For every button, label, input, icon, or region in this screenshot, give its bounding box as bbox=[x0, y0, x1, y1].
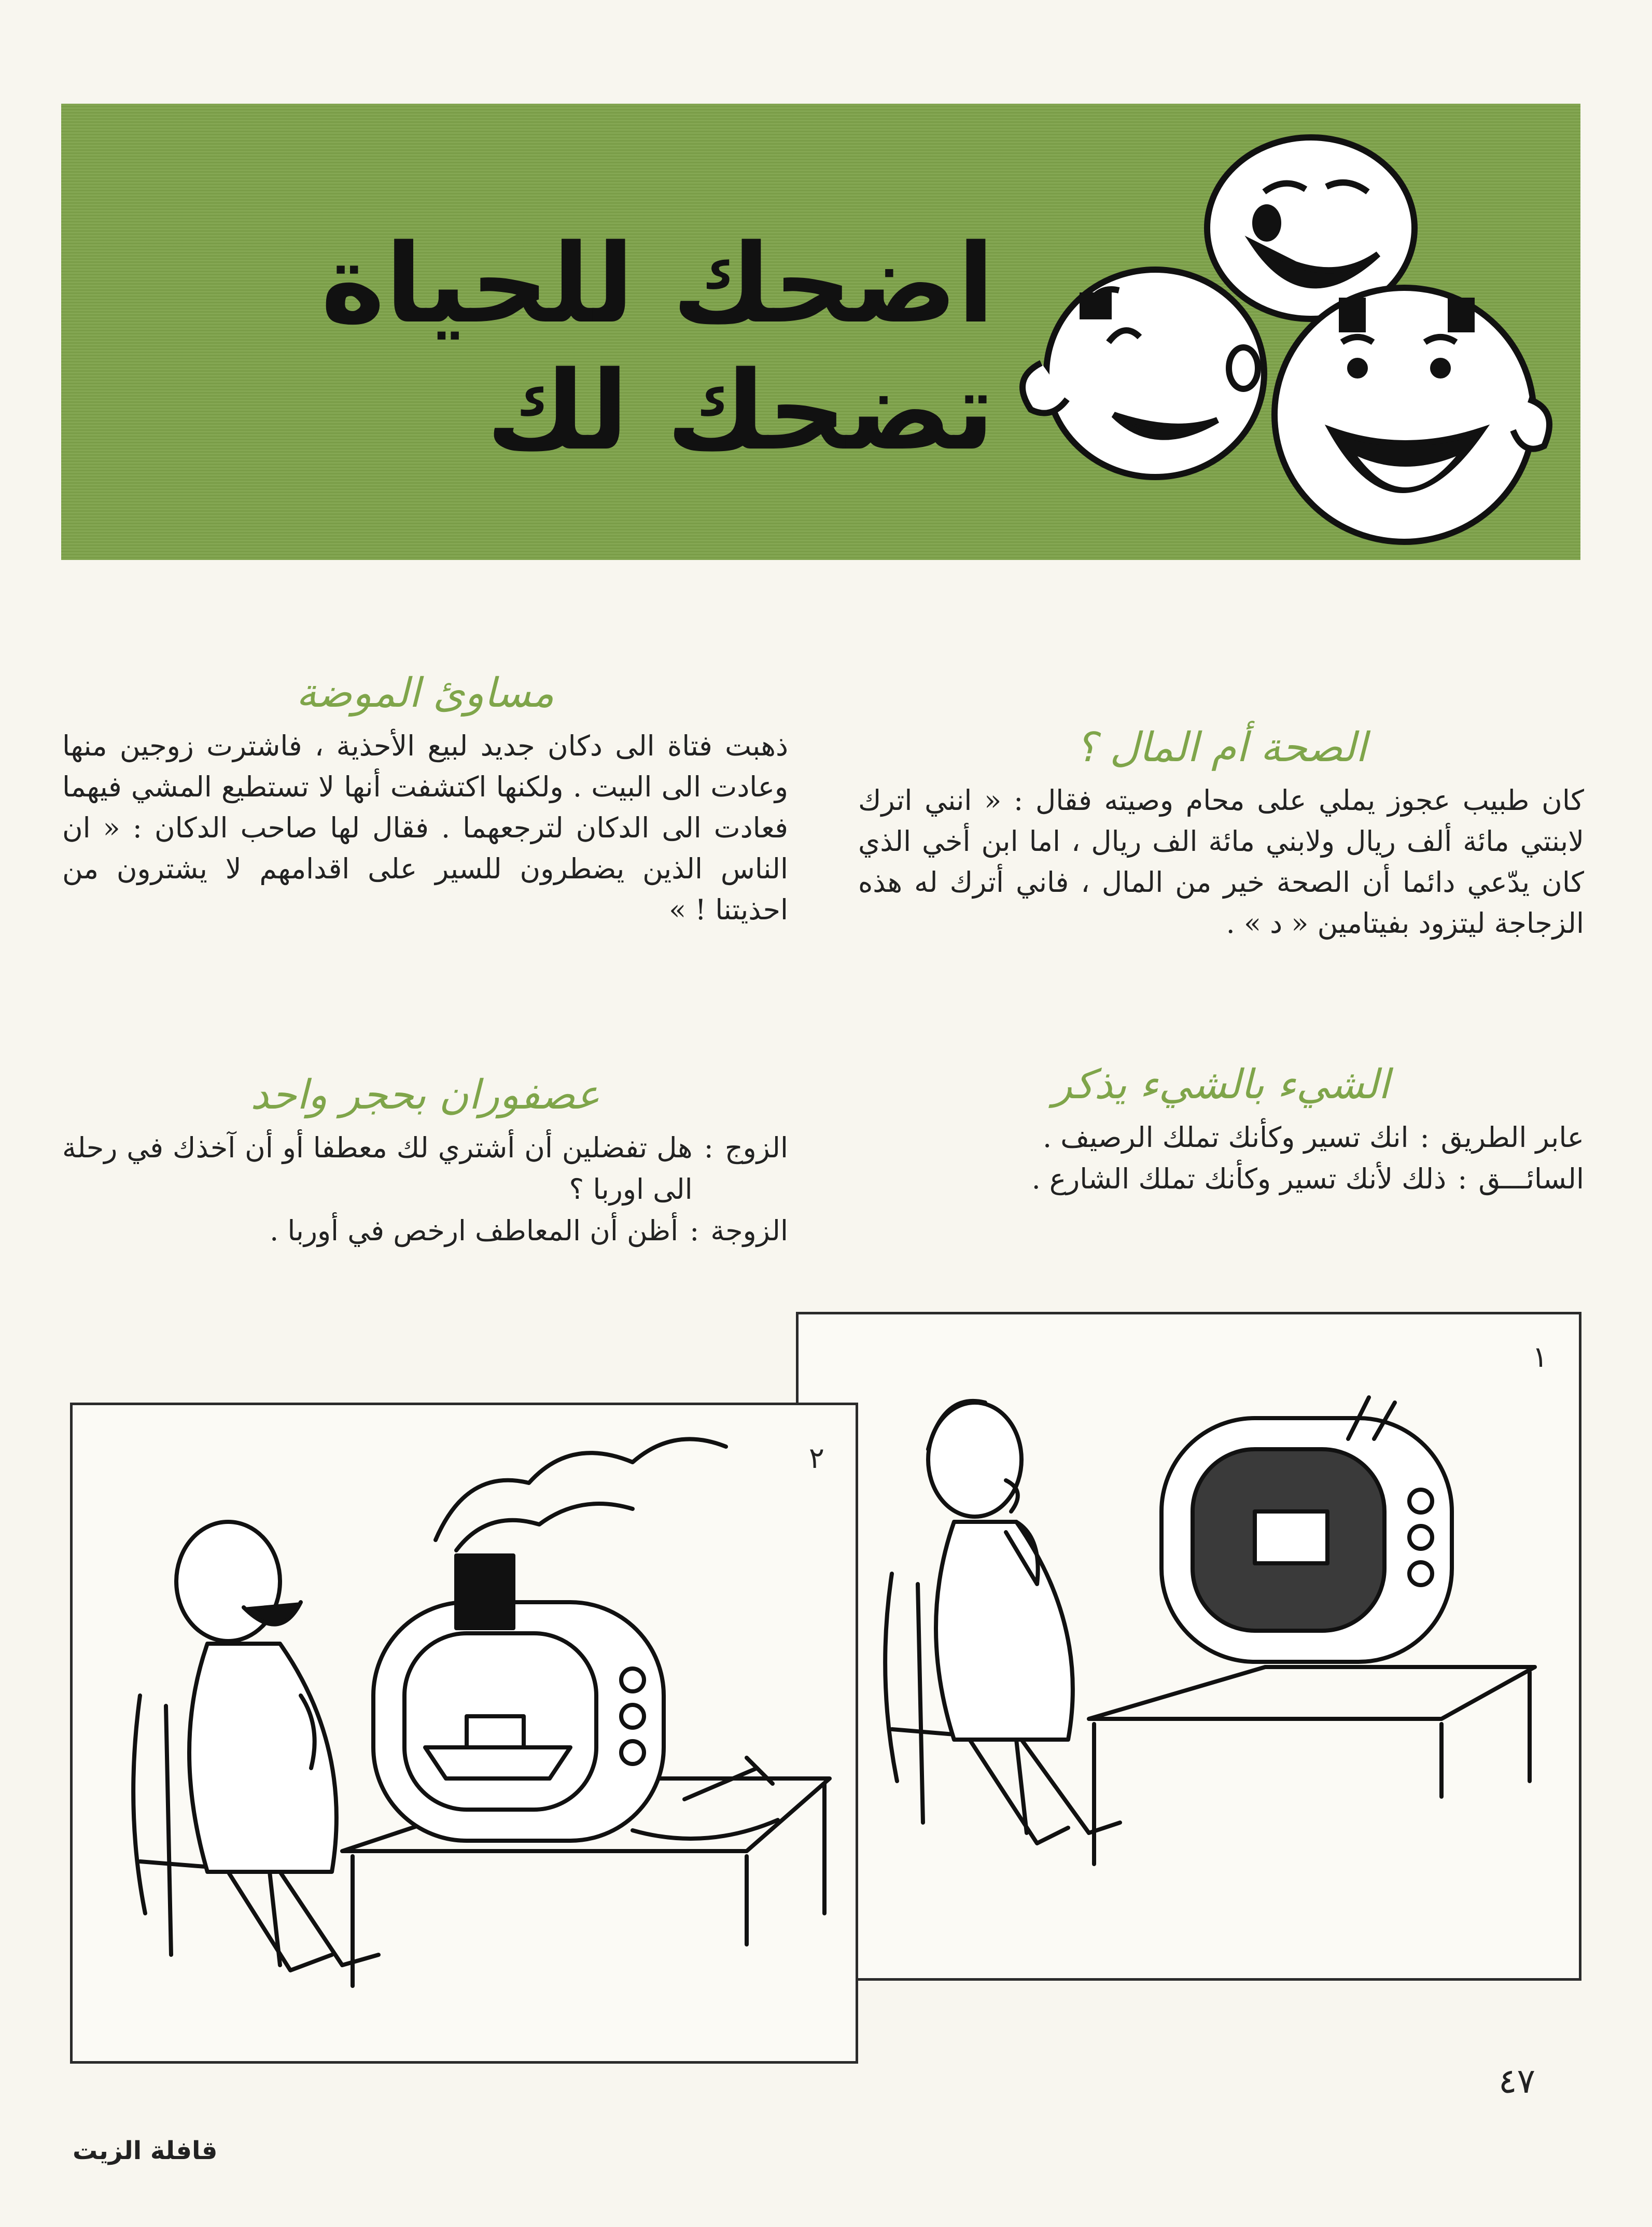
page-number: ٤٧ bbox=[1499, 2061, 1535, 2101]
laughing-faces-illustration bbox=[984, 124, 1555, 550]
dialogue-speaker: الزوج bbox=[724, 1131, 788, 1164]
dialogue-line bbox=[858, 1117, 1584, 1158]
article-title: عصفوران بحجر واحد bbox=[250, 1072, 600, 1118]
article-health-or-wealth bbox=[858, 726, 1584, 944]
article-two-birds-one-stone bbox=[62, 1073, 788, 1252]
dialogue-colon: : bbox=[1458, 1162, 1467, 1195]
panel-number: ٢ bbox=[808, 1441, 824, 1475]
cartoon-man-watching-tv bbox=[799, 1314, 1579, 1978]
comic-panel-1 bbox=[796, 1312, 1581, 1981]
dialogue-line bbox=[858, 1158, 1584, 1200]
article-title: مساوئ الموضة bbox=[296, 670, 554, 717]
dialogue-colon: : bbox=[704, 1131, 713, 1164]
dialogue-speaker: عابر الطريق bbox=[1440, 1120, 1584, 1154]
comic-panel-2 bbox=[70, 1403, 858, 2064]
article-one-thing-reminds bbox=[858, 1063, 1584, 1200]
magazine-name: قافلة الزيت bbox=[73, 2136, 218, 2165]
dialogue-text: أظن أن المعاطف ارخص في أوربا . bbox=[270, 1214, 679, 1247]
dialogue-text: هل تفضلين أن أشتري لك معطفا أو أن آخذك في رحلة الى اوربا ؟ bbox=[62, 1131, 693, 1206]
article-fashion-drawbacks bbox=[62, 671, 788, 930]
header-banner bbox=[61, 104, 1580, 560]
cartoon-man-laughing-at-tv bbox=[73, 1405, 856, 2061]
dialogue-speaker: الزوجة bbox=[710, 1214, 788, 1247]
dialogue-text: انك تسير وكأنك تملك الرصيف . bbox=[1042, 1120, 1409, 1154]
dialogue-speaker: السائـــق bbox=[1478, 1162, 1584, 1195]
article-body: كان طبيب عجوز يملي على محام وصيته فقال : « انني اترك لابنتي مائة ألف ريال ولابني مائة الف ريال ، اما ابن أخي الذي كان يدّعي دائما أن الصحة خير من المال ، فاني أترك له هذه الزجاجة ليتزود بفيتامين « د » . bbox=[858, 783, 1584, 940]
dialogue-colon: : bbox=[690, 1214, 699, 1247]
banner-title: اضحك للحياة تضحك لك bbox=[320, 220, 995, 474]
article-body: ذهبت فتاة الى دكان جديد لبيع الأحذية ، فاشترت زوجين منها وعادت الى البيت . ولكنها اكتشفت أنها لا تستطيع المشي فيهما فعادت الى الدكان لترجعهما . فقال لها صاحب الدكان : « ان الناس الذين يضطرون للسير على اقدامهم لا يشترون من احذيتنا ! » bbox=[62, 729, 788, 926]
panel-number: ١ bbox=[1532, 1340, 1548, 1374]
article-title: الشيء بالشيء يذكر bbox=[1053, 1061, 1390, 1108]
dialogue-line bbox=[62, 1127, 788, 1210]
dialogue-line bbox=[62, 1210, 788, 1252]
laughing-face-left bbox=[1023, 270, 1264, 477]
dialogue-colon: : bbox=[1420, 1120, 1430, 1154]
article-title: الصحة أم المال ؟ bbox=[1075, 724, 1367, 771]
laughing-face-right bbox=[1275, 288, 1549, 542]
dialogue-text: ذلك لأنك تسير وكأنك تملك الشارع . bbox=[1031, 1162, 1447, 1195]
